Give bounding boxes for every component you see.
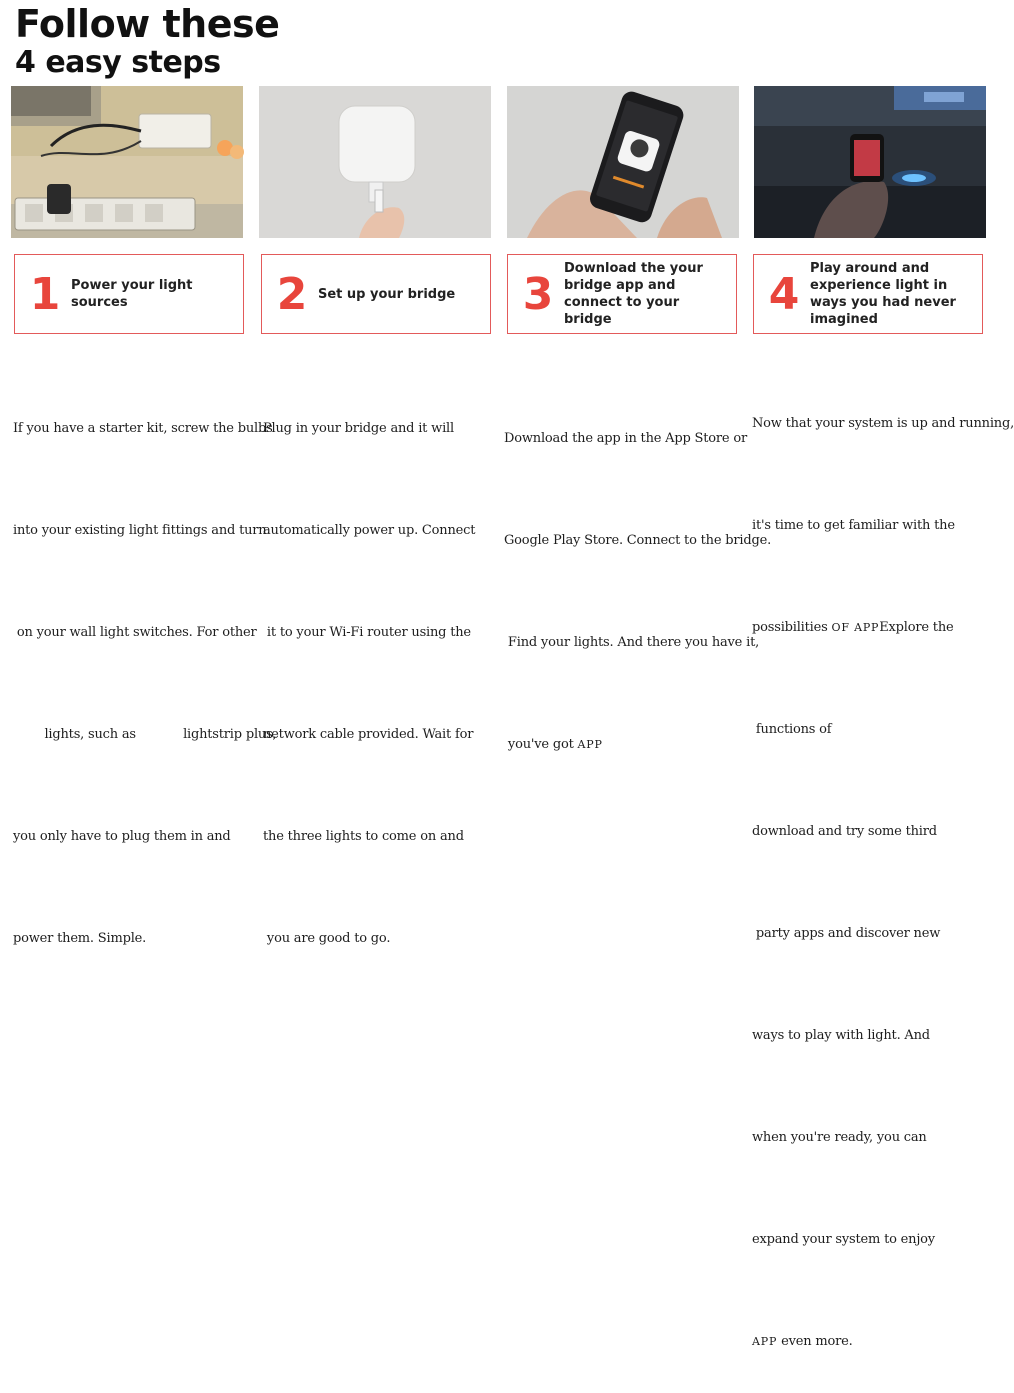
desc-line: the three lights to come on and <box>263 829 464 844</box>
phone-lightstrip-photo <box>754 86 986 238</box>
desc-line: automatically power up. Connect <box>263 523 476 538</box>
desc-line: Find your lights. And there you have it, <box>504 635 760 650</box>
desc-text: possibilities <box>752 620 832 635</box>
step-number: 2 <box>276 268 308 320</box>
phone-app-photo <box>507 86 739 238</box>
desc-text: Explore the <box>879 620 954 635</box>
page-title <box>15 2 279 80</box>
step-box-2 <box>261 254 491 334</box>
desc-line: into your existing light fittings and turn <box>13 523 267 538</box>
desc-line: Now that your system is up and running, <box>752 416 1014 431</box>
step-number: 1 <box>29 268 61 320</box>
step-title: Download the your bridge app and connect to your bridge <box>564 261 703 327</box>
app-word: OF APP <box>831 621 880 634</box>
step-box-1 <box>14 254 244 334</box>
desc-line: Google Play Store. Connect to the bridge. <box>504 533 772 548</box>
desc-line: it to your Wi-Fi router using the <box>263 625 471 640</box>
desc-line <box>752 611 1014 645</box>
title-line-2: 4 easy steps <box>15 45 221 80</box>
power-strip-photo <box>11 86 243 238</box>
desc-line: on your wall light switches. For other <box>13 625 257 640</box>
step-3-description <box>504 354 771 796</box>
desc-line: you only have to plug them in and <box>13 829 231 844</box>
app-word: APP <box>752 1335 778 1348</box>
desc-text: you've got <box>504 737 578 752</box>
bridge-photo <box>259 86 491 238</box>
step-title: Play around and experience light in ways you had never imagined <box>810 261 956 327</box>
desc-text: even more. <box>777 1334 853 1349</box>
desc-line: when you're ready, you can <box>752 1130 927 1145</box>
desc-line: lights, such as lightstrip plus, <box>13 727 277 742</box>
step-title: Power your light sources <box>71 278 193 310</box>
desc-line: If you have a starter kit, screw the bulbs <box>13 421 273 436</box>
desc-line: functions of <box>752 722 832 737</box>
desc-line: download and try some third <box>752 824 937 839</box>
desc-line: power them. Simple. <box>13 931 147 946</box>
title-line-1: Follow these <box>15 2 280 46</box>
step-2-description <box>263 344 475 990</box>
step-1-description <box>13 344 276 990</box>
desc-line: it's time to get familiar with the <box>752 518 955 533</box>
step-4-description <box>752 339 1014 1393</box>
desc-line: you are good to go. <box>263 931 391 946</box>
app-word: APP <box>577 738 603 751</box>
step-box-4 <box>753 254 983 334</box>
desc-line: ways to play with light. And <box>752 1028 930 1043</box>
desc-line <box>752 1325 1014 1359</box>
step-number: 4 <box>768 268 800 320</box>
step-title: Set up your bridge <box>318 286 456 302</box>
desc-line: Download the app in the App Store or <box>504 431 747 446</box>
desc-line: party apps and discover new <box>752 926 941 941</box>
step-number: 3 <box>522 268 554 320</box>
desc-line <box>504 728 771 762</box>
desc-line: Plug in your bridge and it will <box>263 421 454 436</box>
desc-line: network cable provided. Wait for <box>263 727 474 742</box>
step-box-3 <box>507 254 737 334</box>
desc-line: expand your system to enjoy <box>752 1232 935 1247</box>
